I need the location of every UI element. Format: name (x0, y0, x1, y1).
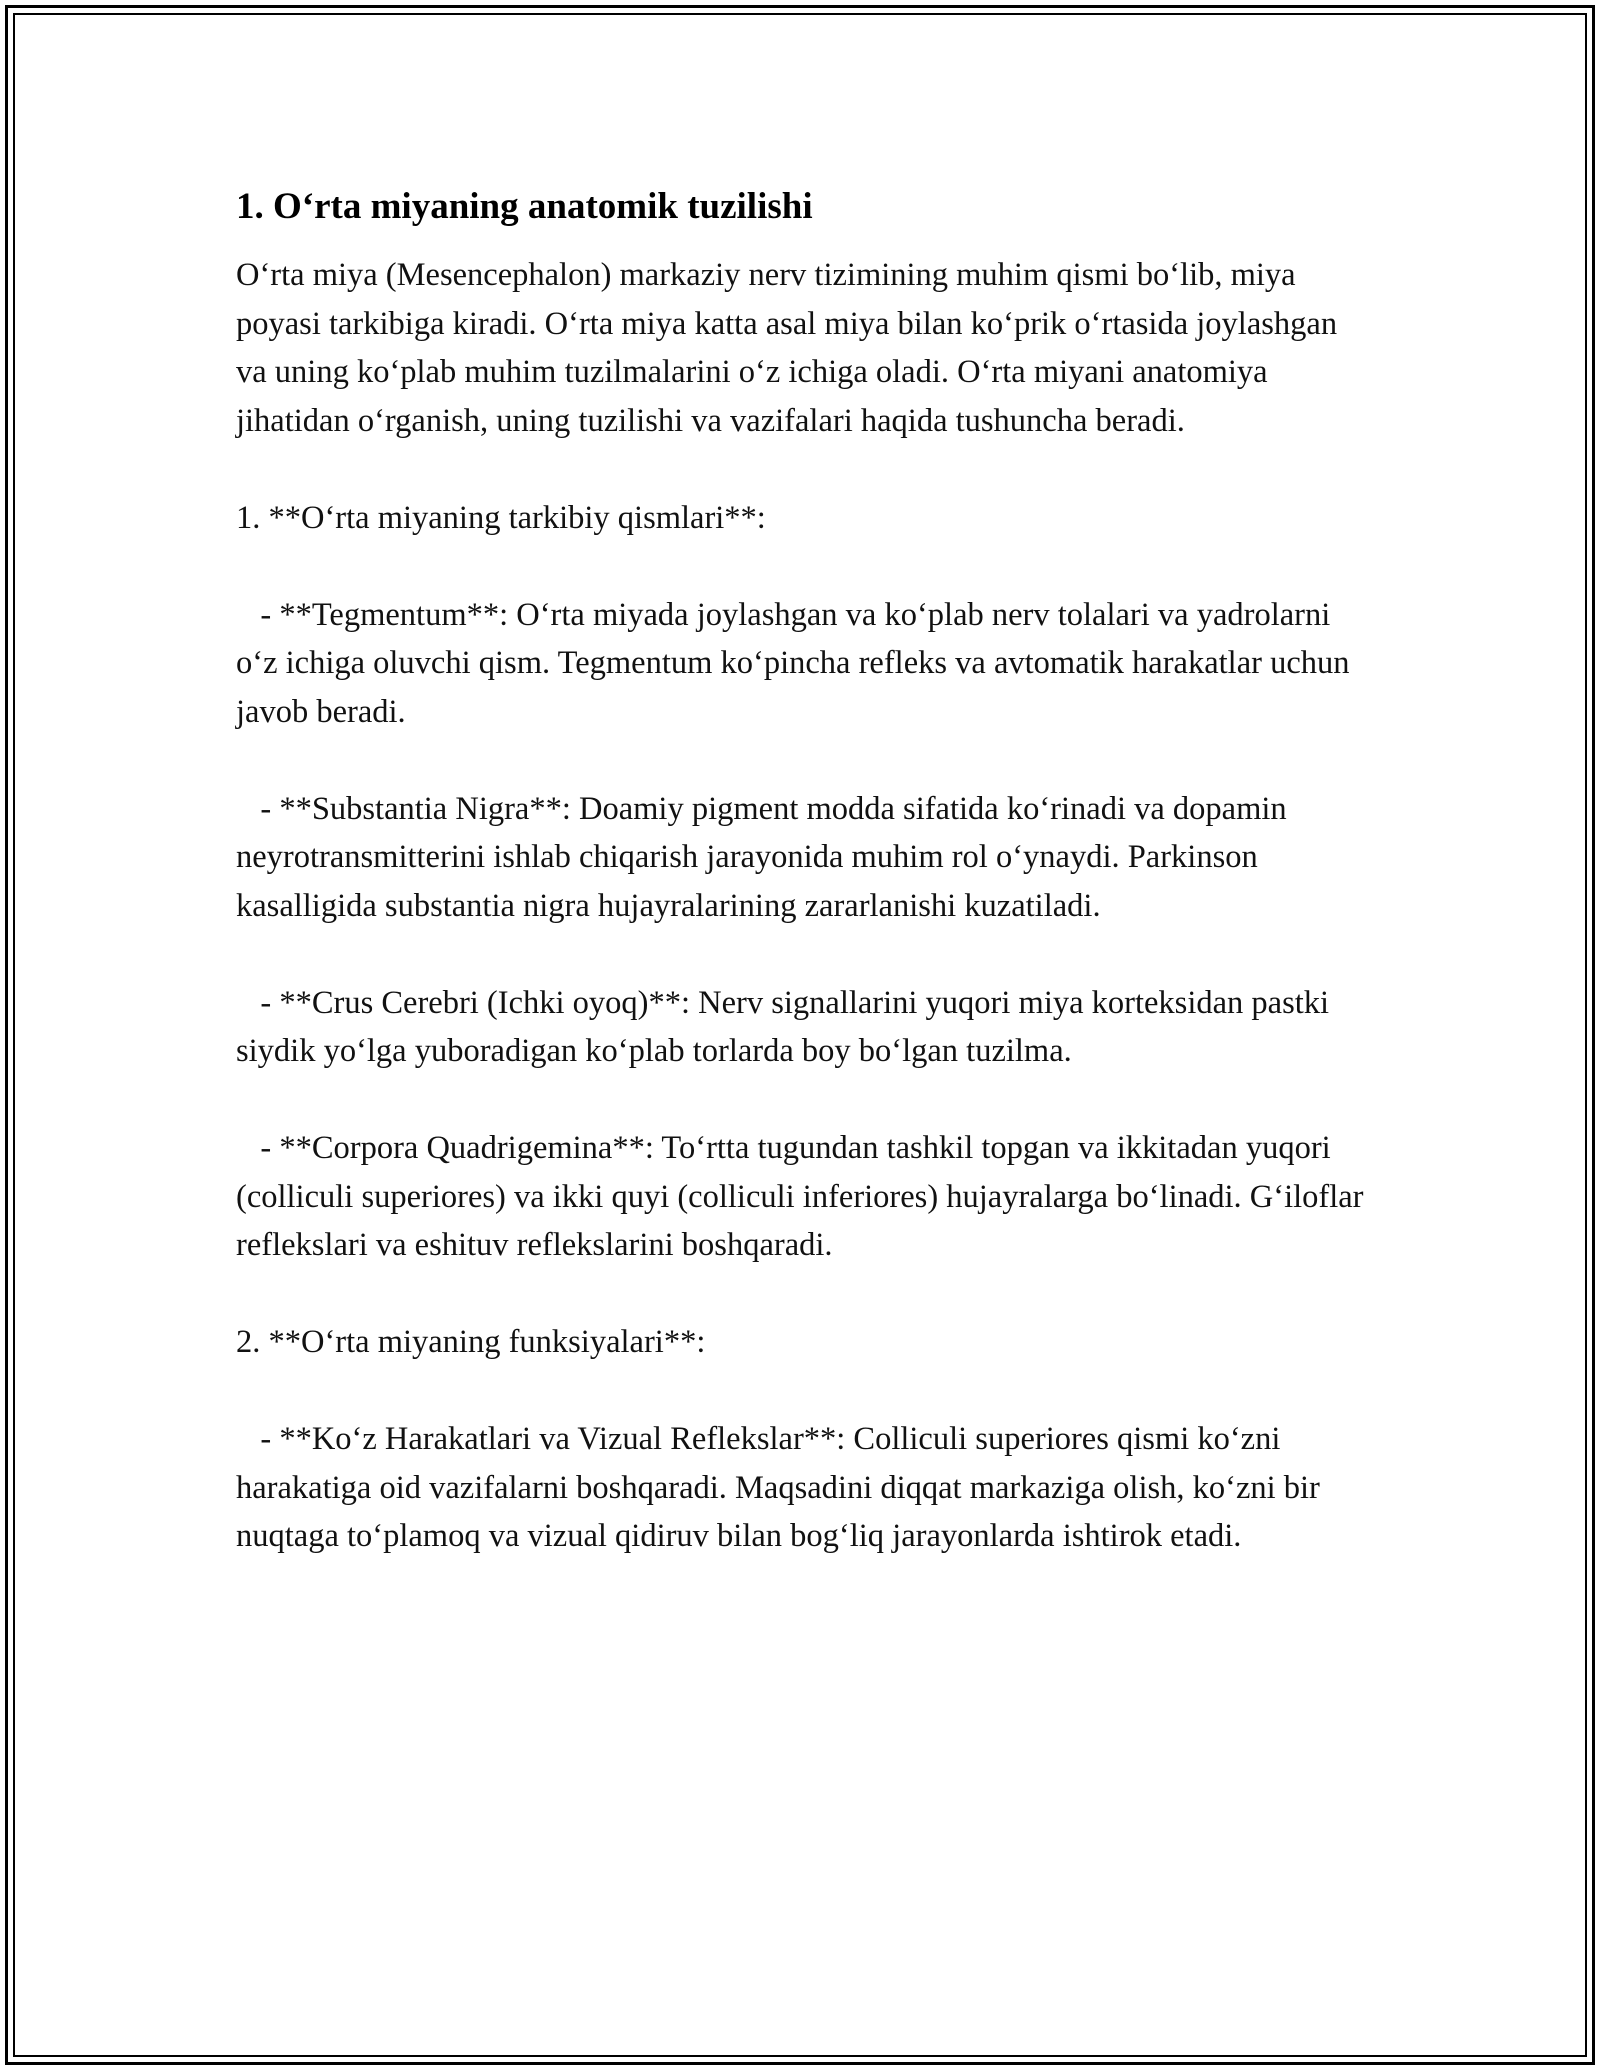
list-item-crus-cerebri: - **Crus Cerebri (Ichki oyoq)**: Nerv signallarini yuqori miya korteksidan pastki siydik yo‘lga yuboradigan ko‘plab torlarda boy bo‘lgan tuzilma. (236, 984, 1338, 1069)
paragraph-spacer (236, 736, 1366, 785)
section-1-title: 1. **O‘rta miyaning tarkibiy qismlari**: (236, 499, 766, 536)
list-item-tegmentum: - **Tegmentum**: O‘rta miyada joylashgan va ko‘plab nerv tolalari va yadrolarni o‘z ichiga oluvchi qism. Tegmentum ko‘pincha refleks va avtomatik harakatlar uchun javob beradi. (236, 596, 1358, 730)
paragraph-spacer (236, 542, 1366, 591)
list-item-substantia-nigra: - **Substantia Nigra**: Doamiy pigment modda sifatida ko‘rinadi va dopamin neyrotransmitterini ishlab chiqarish jarayonida muhim rol o‘ynaydi. Parkinson kasalligida substantia nigra hujayralarining zararlanishi kuzatiladi. (236, 790, 1295, 924)
paragraph-spacer (236, 1270, 1366, 1319)
list-item-corpora-quadrigemina: - **Corpora Quadrigemina**: To‘rtta tugundan tashkil topgan va ikkitadan yuqori (colliculi superiores) va ikki quyi (colliculi inferiores) hujayralarga bo‘linadi. G‘iloflar reflekslari va eshituv reflekslarini boshqaradi. (236, 1130, 1372, 1263)
intro-paragraph: O‘rta miya (Mesencephalon) markaziy nerv tizimining muhim qismi bo‘lib, miya poyasi tarkibiga kiradi. O‘rta miya katta asal miya bilan ko‘prik o‘rtasida joylashgan va uning ko‘plab muhim tuzilmalarini o‘z ichiga oladi. O‘rta miyani anatomiya jihatidan o‘rganish, uning tuzilishi va vazifalari haqida tushuncha beradi. (236, 257, 1346, 439)
paragraph-spacer (236, 930, 1366, 979)
list-item-koz-harakatlari: - **Ko‘z Harakatlari va Vizual Reflekslar**: Colliculi superiores qismi ko‘zni harakatiga oid vazifalarni boshqaradi. Maqsadini diqqat markaziga olish, ko‘zni bir nuqtaga to‘plamoq va vizual qidiruv bilan bog‘liq jarayonlarda ishtirok etadi. (236, 1421, 1329, 1554)
section-2-title: 2. **O‘rta miyaning funksiyalari**: (236, 1324, 706, 1360)
document-body (236, 183, 1372, 1561)
paragraph-spacer (236, 1367, 1366, 1416)
paragraph-spacer (236, 445, 1366, 494)
paragraph-spacer (236, 1076, 1366, 1125)
page-title: 1. O‘rta miyaning anatomik tuzilishi (236, 186, 813, 227)
